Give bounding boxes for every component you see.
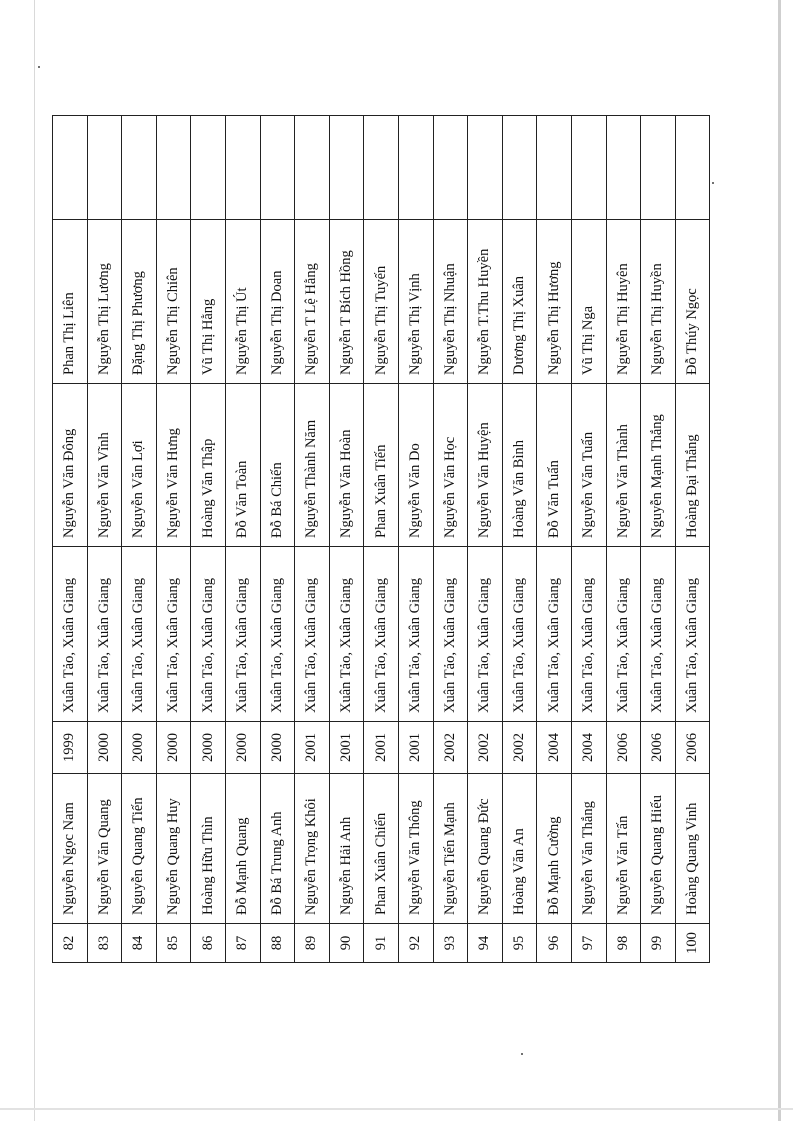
cell-full-name: Nguyễn Quang Huy [156,774,191,924]
cell-birth-year: 2002 [468,722,503,774]
cell-address: Xuân Tảo, Xuân Giang [468,547,503,722]
cell-father-name: Nguyễn Thành Năm [295,384,330,547]
table-row [398,116,433,963]
cell-full-name: Nguyễn Ngọc Nam [53,774,88,924]
cell-address: Xuân Tảo, Xuân Giang [641,547,676,722]
cell-birth-year: 2006 [675,722,710,774]
table-row [675,116,710,963]
cell-father-name: Nguyễn Văn Tuấn [571,384,606,547]
table-row [87,116,122,963]
table-body [53,116,710,963]
cell-birth-year: 2000 [122,722,157,774]
cell-number: 94 [468,924,503,963]
cell-note [122,116,157,220]
cell-mother-name: Dương Thị Xuân [502,220,537,384]
cell-note [537,116,572,220]
cell-note [225,116,260,220]
cell-number: 84 [122,924,157,963]
cell-full-name: Nguyễn Quang Tiến [122,774,157,924]
cell-full-name: Phan Xuân Chiến [364,774,399,924]
cell-full-name: Đỗ Bá Trung Anh [260,774,295,924]
cell-mother-name: Nguyễn T Lệ Hằng [295,220,330,384]
cell-mother-name: Nguyễn T Bích Hồng [329,220,364,384]
cell-birth-year: 2002 [502,722,537,774]
cell-mother-name: Vũ Thị Nga [571,220,606,384]
cell-address: Xuân Tảo, Xuân Giang [398,547,433,722]
cell-father-name: Hoàng Đại Thắng [675,384,710,547]
table-row [606,116,641,963]
cell-number: 83 [87,924,122,963]
cell-birth-year: 2000 [260,722,295,774]
cell-address: Xuân Tảo, Xuân Giang [295,547,330,722]
cell-mother-name: Nguyễn Thị Lương [87,220,122,384]
cell-note [433,116,468,220]
cell-father-name: Nguyễn Văn Hoàn [329,384,364,547]
cell-note [364,116,399,220]
scan-speck [712,182,714,184]
scan-speck [38,66,40,68]
cell-father-name: Nguyễn Văn Hưng [156,384,191,547]
cell-birth-year: 2002 [433,722,468,774]
cell-number: 100 [675,924,710,963]
cell-address: Xuân Tảo, Xuân Giang [433,547,468,722]
table-row [433,116,468,963]
cell-father-name: Nguyễn Văn Học [433,384,468,547]
cell-mother-name: Đặng Thị Phương [122,220,157,384]
cell-birth-year: 2006 [641,722,676,774]
cell-father-name: Phan Xuân Tiến [364,384,399,547]
table-row [502,116,537,963]
cell-father-name: Nguyễn Văn Đông [53,384,88,547]
cell-father-name: Nguyễn Văn Do [398,384,433,547]
cell-full-name: Đỗ Mạnh Cường [537,774,572,924]
cell-address: Xuân Tảo, Xuân Giang [329,547,364,722]
cell-mother-name: Đỗ Thúy Ngọc [675,220,710,384]
cell-number: 91 [364,924,399,963]
cell-number: 98 [606,924,641,963]
cell-note [87,116,122,220]
cell-note [468,116,503,220]
cell-note [606,116,641,220]
cell-address: Xuân Tảo, Xuân Giang [156,547,191,722]
cell-full-name: Hoàng Hữu Thìn [191,774,226,924]
table-row [537,116,572,963]
cell-father-name: Đỗ Văn Toàn [225,384,260,547]
cell-birth-year: 1999 [53,722,88,774]
cell-mother-name: Nguyễn Thị Chiên [156,220,191,384]
cell-birth-year: 2001 [364,722,399,774]
cell-full-name: Nguyễn Văn Thắng [571,774,606,924]
cell-birth-year: 2000 [191,722,226,774]
cell-note [571,116,606,220]
cell-father-name: Nguyễn Văn Vĩnh [87,384,122,547]
cell-number: 85 [156,924,191,963]
cell-number: 90 [329,924,364,963]
cell-father-name: Nguyễn Văn Thành [606,384,641,547]
cell-address: Xuân Tảo, Xuân Giang [225,547,260,722]
cell-note [329,116,364,220]
table-row [468,116,503,963]
scan-edge-right [778,0,781,1121]
cell-note [53,116,88,220]
cell-address: Xuân Tảo, Xuân Giang [53,547,88,722]
cell-address: Xuân Tảo, Xuân Giang [364,547,399,722]
cell-number: 82 [53,924,88,963]
cell-birth-year: 2006 [606,722,641,774]
cell-mother-name: Nguyễn Thị Vịnh [398,220,433,384]
cell-number: 95 [502,924,537,963]
table-row [641,116,676,963]
cell-full-name: Nguyễn Quang Hiếu [641,774,676,924]
cell-address: Xuân Tảo, Xuân Giang [571,547,606,722]
cell-mother-name: Nguyễn Thị Huyên [606,220,641,384]
cell-note [502,116,537,220]
registry-table [52,115,710,963]
cell-full-name: Hoàng Quang Vinh [675,774,710,924]
cell-number: 92 [398,924,433,963]
cell-mother-name: Nguyễn Thị Doan [260,220,295,384]
cell-number: 88 [260,924,295,963]
cell-father-name: Đỗ Bá Chiến [260,384,295,547]
document-sheet [52,116,709,963]
cell-birth-year: 2000 [87,722,122,774]
cell-mother-name: Nguyễn Thị Hương [537,220,572,384]
cell-birth-year: 2001 [329,722,364,774]
cell-full-name: Nguyễn Hải Anh [329,774,364,924]
cell-full-name: Nguyễn Văn Tấn [606,774,641,924]
rotated-table-area [52,116,709,963]
scan-edge-left [34,0,35,1121]
table-row [329,116,364,963]
cell-mother-name: Phan Thị Liên [53,220,88,384]
scan-edge-bottom [0,1108,793,1110]
cell-address: Xuân Tảo, Xuân Giang [260,547,295,722]
cell-note [156,116,191,220]
cell-note [260,116,295,220]
cell-father-name: Hoàng Văn Bình [502,384,537,547]
cell-mother-name: Nguyễn Thị Tuyến [364,220,399,384]
table-row [260,116,295,963]
table-row [156,116,191,963]
cell-father-name: Đỗ Văn Tuấn [537,384,572,547]
cell-full-name: Nguyễn Quang Đức [468,774,503,924]
cell-note [675,116,710,220]
cell-full-name: Hoàng Văn An [502,774,537,924]
table-row [53,116,88,963]
cell-number: 99 [641,924,676,963]
cell-full-name: Nguyễn Văn Quang [87,774,122,924]
cell-number: 86 [191,924,226,963]
cell-note [191,116,226,220]
cell-address: Xuân Tảo, Xuân Giang [537,547,572,722]
cell-note [398,116,433,220]
cell-mother-name: Nguyễn Thị Huyền [641,220,676,384]
cell-birth-year: 2001 [398,722,433,774]
cell-full-name: Đỗ Mạnh Quang [225,774,260,924]
cell-birth-year: 2001 [295,722,330,774]
cell-full-name: Nguyễn Trọng Khôi [295,774,330,924]
table-row [191,116,226,963]
cell-address: Xuân Tảo, Xuân Giang [191,547,226,722]
cell-mother-name: Nguyễn Thị Út [225,220,260,384]
cell-address: Xuân Tảo, Xuân Giang [675,547,710,722]
cell-birth-year: 2004 [537,722,572,774]
table-row [364,116,399,963]
cell-note [641,116,676,220]
table-row [225,116,260,963]
cell-full-name: Nguyễn Tiến Mạnh [433,774,468,924]
cell-birth-year: 2004 [571,722,606,774]
cell-number: 93 [433,924,468,963]
cell-number: 97 [571,924,606,963]
cell-mother-name: Nguyễn T.Thu Huyền [468,220,503,384]
cell-full-name: Nguyễn Văn Thông [398,774,433,924]
cell-address: Xuân Tảo, Xuân Giang [606,547,641,722]
table-row [295,116,330,963]
cell-number: 87 [225,924,260,963]
cell-mother-name: Vũ Thị Hằng [191,220,226,384]
cell-father-name: Nguyễn Văn Lợi [122,384,157,547]
cell-father-name: Nguyễn Văn Huyện [468,384,503,547]
cell-address: Xuân Tảo, Xuân Giang [122,547,157,722]
cell-number: 89 [295,924,330,963]
scan-speck [521,1053,523,1055]
cell-birth-year: 2000 [225,722,260,774]
cell-note [295,116,330,220]
cell-mother-name: Nguyễn Thị Nhuận [433,220,468,384]
cell-father-name: Hoàng Văn Thập [191,384,226,547]
table-row [122,116,157,963]
cell-father-name: Nguyễn Mạnh Thắng [641,384,676,547]
cell-address: Xuân Tảo, Xuân Giang [502,547,537,722]
table-row [571,116,606,963]
cell-address: Xuân Tảo, Xuân Giang [87,547,122,722]
cell-birth-year: 2000 [156,722,191,774]
cell-number: 96 [537,924,572,963]
